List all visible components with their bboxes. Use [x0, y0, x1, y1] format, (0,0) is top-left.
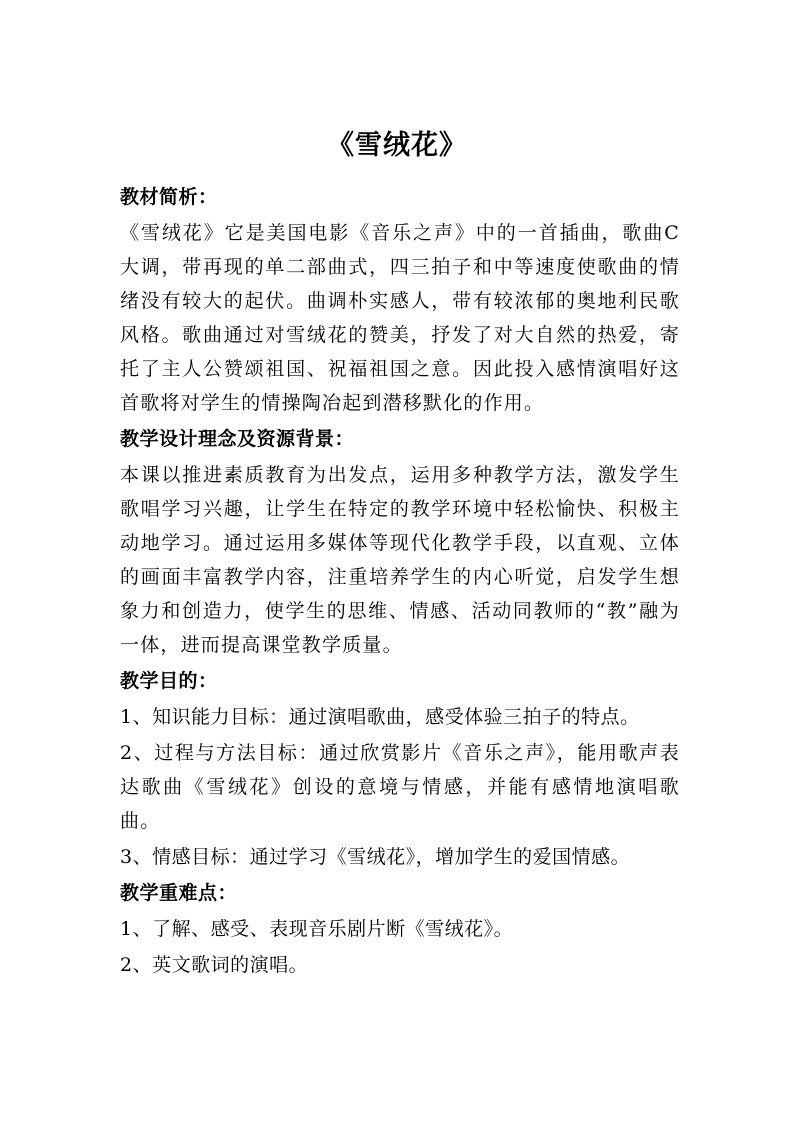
list-item: 3、情感目标：通过学习《雪绒花》，增加学生的爱国情感。: [120, 846, 631, 868]
section-paragraph-design-concept: 本课以推进素质教育为出发点，运用多种教学方法，激发学生歌唱学习兴趣，让学生在特定的教学环境中轻松愉快、积极主动地学习。通过运用多媒体等现代化教学手段，以直观、立体的画面丰富教学内容，注重培养学生的内心听觉，启发学生想象力和创造力，使学生的思维、情感、活动同教师的“教”融为一体，进而提高课堂教学质量。: [120, 464, 680, 656]
section-paragraph-textbook-analysis: 《雪绒花》它是美国电影《音乐之声》中的一首插曲，歌曲C大调，带再现的单二部曲式，四三拍子和中等速度使歌曲的情绪没有较大的起伏。曲调朴实感人，带有较浓郁的奥地利民歌风格。歌曲通过对雪绒花的赞美，抒发了对大自然的热爱，寄托了主人公赞颂祖国、祝福祖国之意。因此投入感情演唱好这首歌将对学生的情操陶冶起到潜移默化的作用。: [120, 222, 680, 414]
list-item: 1、知识能力目标：通过演唱歌曲，感受体验三拍子的特点。: [120, 706, 640, 728]
section-heading-textbook-analysis: 教材简析：: [120, 186, 218, 208]
section-heading-key-points: 教学重难点：: [120, 882, 238, 904]
document-body: [120, 180, 680, 982]
list-item: 2、过程与方法目标：通过欣赏影片《音乐之声》，能用歌声表达歌曲《雪绒花》创设的意境与情感，并能有感情地演唱歌曲。: [120, 742, 680, 832]
list-item: 2、英文歌词的演唱。: [120, 954, 309, 976]
section-heading-teaching-goals: 教学目的：: [120, 670, 218, 692]
document-title: 《雪绒花》: [327, 130, 467, 161]
section-heading-design-concept: 教学设计理念及资源背景：: [120, 428, 355, 450]
list-item: 1、了解、感受、表现音乐剧片断《雪绒花》。: [120, 918, 514, 940]
